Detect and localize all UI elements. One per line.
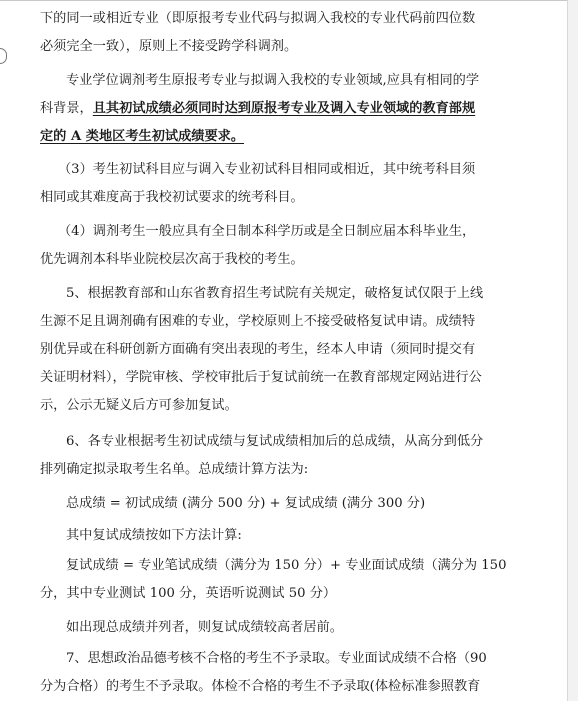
paragraph-continued-major-rule bbox=[40, 5, 518, 61]
text-line: 排列确定拟录取考生名单。总成绩计算方法为: bbox=[40, 462, 309, 477]
text-line: 7、思想政治品德考核不合格的考生不予录取。专业面试成绩不合格（90 bbox=[66, 651, 487, 666]
text-line bbox=[40, 95, 518, 123]
text-line: 5、根据教育部和山东省教育招生考试院有关规定，破格复试仅限于上线 bbox=[66, 286, 484, 301]
text-line: （4）调剂考生一般应具有全日制本科学历或是全日制应届本科毕业生， bbox=[58, 224, 476, 239]
document-page bbox=[40, 0, 518, 701]
formula-retest-score bbox=[40, 552, 518, 608]
text-line: 别优异或在科研创新方面确有突出表现的考生，经本人申请（须同时提交有 bbox=[40, 342, 476, 357]
text-line: 关证明材料），学院审核、学校审批后于复试前统一在教育部规定网站进行公 bbox=[40, 370, 482, 385]
paragraph-item-5-exceptional-retest bbox=[40, 280, 518, 420]
formula-total-score bbox=[40, 490, 518, 518]
text-line: 相同或其难度高于我校初试要求的统考科目。 bbox=[40, 190, 304, 205]
text-line: 优先调剂本科毕业院校层次高于我校的考生。 bbox=[40, 252, 304, 267]
text-line: 必须完全一致），原则上不接受跨学科调剂。 bbox=[40, 39, 298, 54]
text-line: 分，其中专业测试 100 分，英语听说测试 50 分） bbox=[40, 586, 337, 601]
text-line: 示，公示无疑义后方可参加复试。 bbox=[40, 398, 238, 413]
text-line: （3）考生初试科目应与调入专业初试科目相同或相近，其中统考科目须 bbox=[58, 162, 476, 177]
window-right-edge bbox=[567, 0, 578, 701]
text-line: 其中复试成绩按如下方法计算: bbox=[66, 528, 242, 543]
paragraph-tie-rule bbox=[40, 614, 518, 642]
paragraph-item-6-total-score bbox=[40, 428, 518, 484]
paragraph-retest-method-intro bbox=[40, 522, 518, 550]
margin-bracket-mark bbox=[0, 48, 7, 64]
text-line: 6、各专业根据考生初试成绩与复试成绩相加后的总成绩，从高分到低分 bbox=[66, 434, 484, 449]
text-line: 分为合格）的考生不予录取。体检不合格的考生不予录取(体检标准参照教育 bbox=[40, 679, 481, 694]
paragraph-item-3-exam-subjects bbox=[40, 156, 518, 212]
text-line: 下的同一或相近专业（即原报考专业代码与拟调入我校的专业代码前四位数 bbox=[40, 11, 476, 26]
text-line bbox=[40, 123, 518, 151]
emphasized-requirement: 且其初试成绩必须同时达到原报考专业及调入专业领域的教育部规 bbox=[92, 101, 476, 116]
text-line: 总成绩 = 初试成绩 (满分 500 分) + 复试成绩 (满分 300 分) bbox=[66, 496, 426, 511]
text-line: 复试成绩 = 专业笔试成绩（满分为 150 分）+ 专业面试成绩（满分为 150 bbox=[66, 558, 507, 573]
paragraph-professional-degree-transfer bbox=[40, 67, 518, 151]
text-line: 如出现总成绩并列者，则复试成绩较高者居前。 bbox=[66, 620, 343, 635]
emphasized-requirement: 定的 A 类地区考生初试成绩要求。 bbox=[40, 129, 245, 144]
paragraph-item-4-education bbox=[40, 218, 518, 274]
text-line: 专业学位调剂考生原报考专业与拟调入我校的专业领域,应具有相同的学 bbox=[66, 73, 480, 88]
paragraph-item-7-disqualification bbox=[40, 645, 518, 701]
text-line: 生源不足且调剂确有困难的专业，学校原则上不接受破格复试申请。成绩特 bbox=[40, 314, 476, 329]
text-plain: 科背景， bbox=[40, 101, 93, 116]
